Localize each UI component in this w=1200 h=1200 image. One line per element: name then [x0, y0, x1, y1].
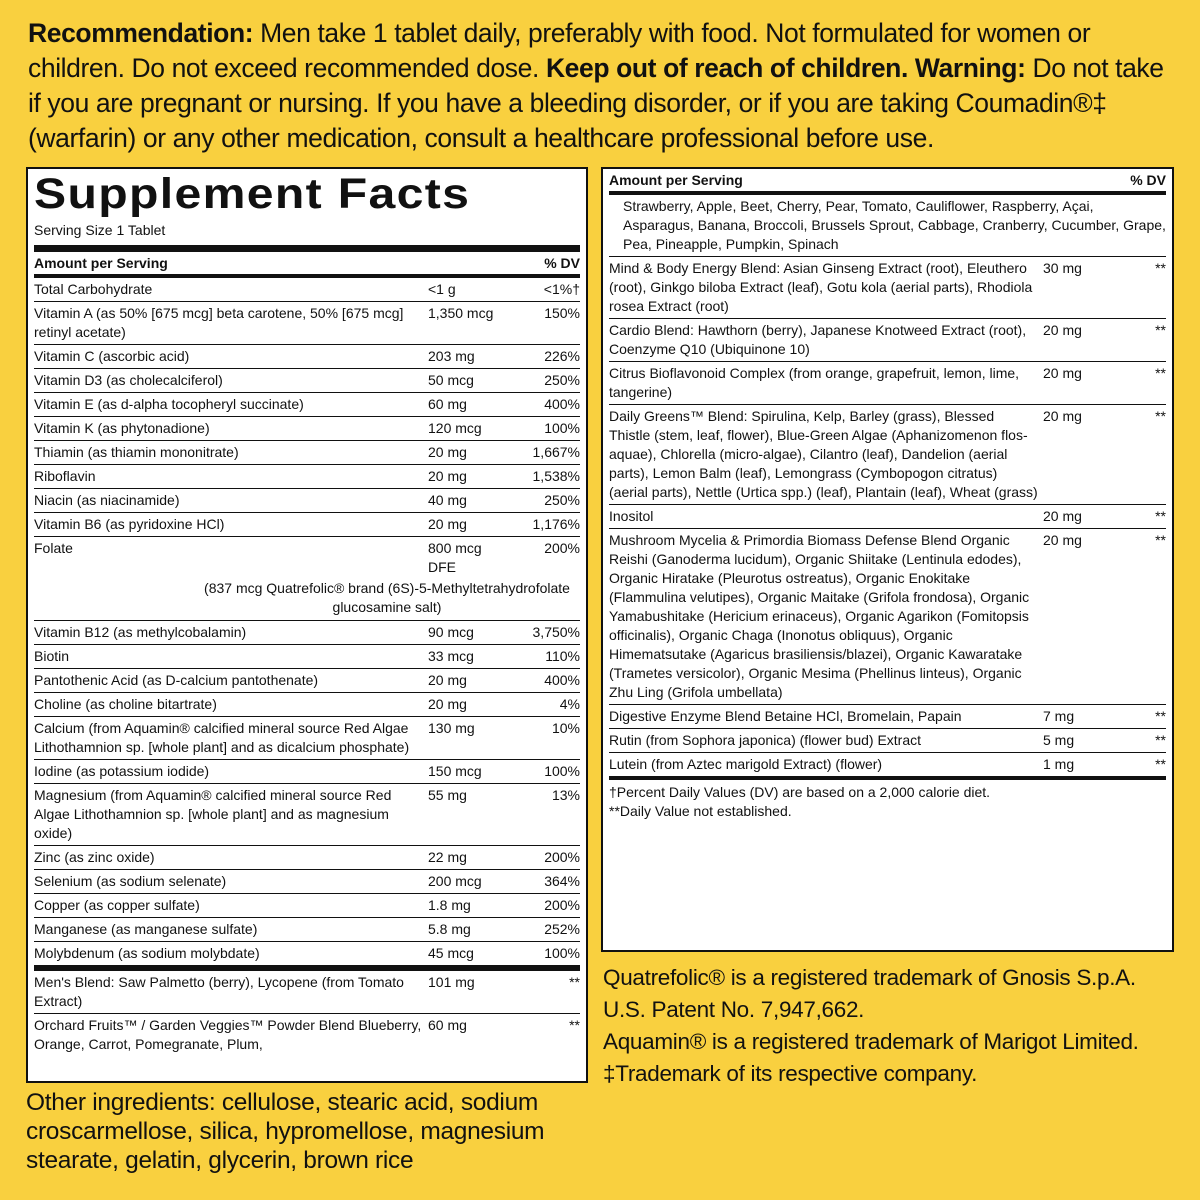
nutrient-name: Vitamin E (as d-alpha tocopheryl succinate) — [34, 396, 304, 412]
nutrient-name: Rutin (from Sophora japonica) (flower bud) Extract — [609, 732, 922, 748]
nutrient-dv: 200% — [544, 897, 580, 913]
nutrient-amount: 60 mg — [428, 396, 467, 412]
left-row — [34, 971, 580, 1014]
nutrient-name: Cardio Blend: Hawthorn (berry), Japanese Knotweed Extract (root), Coenzyme Q10 (Ubiquinone 10) — [609, 322, 1027, 357]
trademark-notes — [603, 962, 1183, 1090]
right-row — [609, 753, 1166, 776]
nutrient-name: Inositol — [609, 508, 654, 524]
nutrient-name: Biotin — [34, 648, 70, 664]
right-row — [609, 505, 1166, 529]
left-row-with-sub — [34, 537, 580, 621]
nutrient-amount: 1 mg — [1043, 756, 1075, 772]
serving-size: Serving Size 1 Tablet — [34, 217, 580, 252]
nutrient-amount: 20 mg — [1043, 508, 1082, 524]
left-row — [34, 918, 580, 942]
nutrient-amount: 60 mg — [428, 1017, 467, 1033]
nutrient-name: Vitamin A (as 50% [675 mcg] beta carotene, 50% [675 mcg] retinyl acetate) — [34, 305, 404, 340]
nutrient-dv: ** — [1155, 365, 1166, 381]
nutrient-dv: ** — [1155, 732, 1166, 748]
right-row — [609, 319, 1166, 362]
nutrient-dv: 13% — [551, 787, 580, 803]
nutrient-dv: 400% — [544, 672, 580, 688]
nutrient-amount: 1,350 mcg — [428, 305, 494, 321]
nutrient-amount: 22 mg — [428, 849, 467, 865]
footnotes — [609, 776, 1166, 824]
dv-footnote: †Percent Daily Values (DV) are based on a 2,000 calorie diet. — [609, 784, 991, 800]
nutrient-name: Men's Blend: Saw Palmetto (berry), Lycopene (from Tomato Extract) — [34, 974, 404, 1009]
left-row — [34, 669, 580, 693]
left-row — [34, 537, 580, 579]
left-row — [34, 621, 580, 645]
left-row — [34, 894, 580, 918]
nutrient-dv: 250% — [544, 492, 580, 508]
nutrient-dv: ** — [1155, 260, 1166, 276]
nutrient-name: Manganese (as manganese sulfate) — [34, 921, 258, 937]
nutrient-dv: ** — [1155, 532, 1166, 548]
nutrient-amount: 20 mg — [1043, 322, 1082, 338]
nutrient-name: Selenium (as sodium selenate) — [34, 873, 227, 889]
fruit-veggie-list: Strawberry, Apple, Beet, Cherry, Pear, Tomato, Cauliflower, Raspberry, Açai, Asparagus, Banana, Broccoli, Brussels Sprout, Cabbage, Cranberry, Cucumber, Grape, Pea, Pineapple, Pumpkin, Spinach — [623, 198, 1166, 252]
nutrient-dv: 400% — [544, 396, 580, 412]
nutrient-name: Pantothenic Acid (as D-calcium pantothenate) — [34, 672, 319, 688]
supplement-facts-right-panel — [601, 167, 1174, 952]
nutrient-name: Riboflavin — [34, 468, 96, 484]
nutrient-name: Folate — [34, 540, 73, 556]
coumadin-trademark: ‡Trademark of its respective company. — [603, 1061, 978, 1086]
nutrient-amount: 55 mg — [428, 787, 467, 803]
nutrient-amount: 800 mcg DFE — [428, 540, 482, 575]
nutrient-dv: 110% — [545, 648, 580, 664]
nutrient-dv: ** — [1155, 408, 1166, 424]
left-row — [34, 369, 580, 393]
nutrient-dv: 10% — [551, 720, 580, 736]
nutrient-amount: 101 mg — [428, 974, 475, 990]
nutrient-amount: 120 mcg — [428, 420, 482, 436]
warning-label: Keep out of reach of children. Warning: — [545, 53, 1026, 83]
nutrient-amount: 50 mcg — [428, 372, 474, 388]
nutrient-amount: 7 mg — [1043, 708, 1075, 724]
left-row — [34, 489, 580, 513]
left-row — [34, 441, 580, 465]
nutrient-amount: 150 mcg — [428, 763, 482, 779]
dv-header: % DV — [544, 255, 580, 271]
nutrient-amount: 20 mg — [428, 468, 467, 484]
nutrient-name: Calcium (from Aquamin® calcified mineral source Red Algae Lithothamnion sp. [whole plant] and as dicalcium phosphate) — [34, 720, 410, 755]
nutrient-name: Iodine (as potassium iodide) — [34, 763, 210, 779]
nutrient-name: Zinc (as zinc oxide) — [34, 849, 155, 865]
nutrient-dv: 100% — [544, 763, 580, 779]
left-row — [34, 417, 580, 441]
nutrient-amount: 30 mg — [1043, 260, 1082, 276]
nutrient-dv: 3,750% — [532, 624, 580, 640]
table-header-right — [609, 169, 1166, 195]
nutrient-name: Orchard Fruits™ / Garden Veggies™ Powder Blend Blueberry, Orange, Carrot, Pomegranate, Plum, — [34, 1017, 422, 1052]
nutrient-dv: 200% — [544, 849, 580, 865]
nutrient-dv: 364% — [544, 873, 580, 889]
nutrient-dv: ** — [1155, 708, 1166, 724]
recommendation-text — [28, 16, 1178, 156]
nutrient-dv: 100% — [544, 420, 580, 436]
left-row — [34, 465, 580, 489]
right-row — [609, 405, 1166, 505]
nutrient-dv: 1,176% — [532, 516, 580, 532]
nutrient-dv: 1,667% — [532, 444, 580, 460]
aquamin-trademark: Aquamin® is a registered trademark of Marigot Limited. — [603, 1029, 1139, 1054]
nutrient-amount: 20 mg — [1043, 532, 1082, 548]
nutrient-amount: 45 mcg — [428, 945, 474, 961]
nutrient-amount: 1.8 mg — [428, 897, 471, 913]
nutrient-amount: 20 mg — [1043, 365, 1082, 381]
nutrient-name: Vitamin B12 (as methylcobalamin) — [34, 624, 247, 640]
nutrient-amount: 203 mg — [428, 348, 475, 364]
nutrient-dv: <1%† — [543, 281, 580, 297]
nutrient-dv: ** — [569, 974, 580, 990]
nutrient-name: Citrus Bioflavonoid Complex (from orange, grapefruit, lemon, lime, tangerine) — [609, 365, 1020, 400]
nutrient-dv: 250% — [544, 372, 580, 388]
nutrient-name: Choline (as choline bitartrate) — [34, 696, 217, 712]
table-header — [34, 252, 580, 278]
nutrient-name: Vitamin K (as phytonadione) — [34, 420, 210, 436]
nutrient-name: Niacin (as niacinamide) — [34, 492, 180, 508]
nutrient-amount: 130 mg — [428, 720, 475, 736]
nutrient-dv: 100% — [544, 945, 580, 961]
nutrient-name: Thiamin (as thiamin mononitrate) — [34, 444, 239, 460]
nutrient-name: Digestive Enzyme Blend Betaine HCl, Bromelain, Papain — [609, 708, 962, 724]
dv-not-established-footnote: **Daily Value not established. — [609, 803, 792, 819]
nutrient-amount: 90 mcg — [428, 624, 474, 640]
right-row — [609, 729, 1166, 753]
left-row — [34, 513, 580, 537]
right-row — [609, 257, 1166, 319]
nutrient-amount: 40 mg — [428, 492, 467, 508]
nutrient-dv: 4% — [559, 696, 580, 712]
nutrient-dv: 226% — [544, 348, 580, 364]
nutrient-amount: 20 mg — [428, 696, 467, 712]
left-row — [34, 1014, 580, 1056]
right-row — [609, 529, 1166, 705]
left-row — [34, 693, 580, 717]
left-nutrient-list — [34, 278, 580, 1056]
nutrient-name: Vitamin C (ascorbic acid) — [34, 348, 190, 364]
left-row — [34, 393, 580, 417]
right-nutrient-list — [609, 257, 1166, 776]
amount-header-right: Amount per Serving — [609, 172, 743, 188]
nutrient-name: Daily Greens™ Blend: Spirulina, Kelp, Barley (grass), Blessed Thistle (stem, leaf, flower), Blue-Green Algae (Aphanizomenon flos-aquae), Chlorella (micro-algae), Cilantro (leaf), Dandelion (aerial parts), Lemon Balm (leaf), Lemongrass (Cymbopogon citratus) (aerial parts), Nettle (Urtica spp.) (leaf), Plantain (leaf), Wheat (grass) — [609, 408, 1038, 500]
left-row — [34, 645, 580, 669]
nutrient-amount: <1 g — [428, 281, 456, 297]
fruit-veggie-continuation — [609, 195, 1166, 257]
nutrient-name: Lutein (from Aztec marigold Extract) (flower) — [609, 756, 883, 772]
left-row — [34, 302, 580, 345]
other-ingredients: Other ingredients: cellulose, stearic acid, sodium croscarmellose, silica, hypromellose, magnesium stearate, gelatin, glycerin, brown rice — [26, 1089, 545, 1174]
left-row — [34, 345, 580, 369]
nutrient-amount: 5 mg — [1043, 732, 1075, 748]
left-row — [34, 717, 580, 760]
quatrefolic-trademark: Quatrefolic® is a registered trademark of Gnosis S.p.A. U.S. Patent No. 7,947,662. — [603, 965, 1136, 1022]
nutrient-dv: 200% — [544, 540, 580, 556]
nutrient-dv: ** — [1155, 756, 1166, 772]
nutrient-amount: 20 mg — [428, 672, 467, 688]
warning-body: Do not take if you are pregnant or nursing. If you have a bleeding disorder, or if you are taking Coumadin®‡ (warfarin) or any other medication, consult a healthcare professional before use. — [28, 53, 1164, 153]
left-row — [34, 846, 580, 870]
dv-header-right: % DV — [1130, 172, 1166, 188]
supplement-facts-title: Supplement Facts — [34, 170, 471, 218]
left-row — [34, 278, 580, 302]
nutrient-dv: 252% — [544, 921, 580, 937]
nutrient-name: Copper (as copper sulfate) — [34, 897, 200, 913]
amount-header: Amount per Serving — [34, 255, 168, 271]
nutrient-name: Vitamin B6 (as pyridoxine HCl) — [34, 516, 225, 532]
nutrient-amount: 5.8 mg — [428, 921, 471, 937]
nutrient-dv: 1,538% — [532, 468, 580, 484]
recommendation-body: Men take 1 tablet daily, preferably with food. Not formulated for women or children. Do not exceed recommended dose. — [28, 18, 1091, 83]
nutrient-amount: 20 mg — [1043, 408, 1082, 424]
nutrient-name: Total Carbohydrate — [34, 281, 153, 297]
right-row — [609, 362, 1166, 405]
nutrient-name: Mushroom Mycelia & Primordia Biomass Defense Blend Organic Reishi (Ganoderma lucidum), Organic Shiitake (Lentinula edodes), Organic Hiratake (Pleurotus ostreatus), Organic Enokitake (Flammulina velutipes), Organic Maitake (Grifola frondosa), Organic Yamabushitake (Hericium erinaceus), Organic Agarikon (Fomitopsis officinalis), Organic Chaga (Inonotus obliquus), Organic Himematsutake (Agaricus brasiliensis/blazei), Organic Kawaratake (Trametes versicolor), Organic Mesima (Phellinus linteus), Organic Zhu Ling (Grifola umbellata) — [609, 532, 1030, 700]
nutrient-amount: 20 mg — [428, 516, 467, 532]
nutrient-amount: 33 mcg — [428, 648, 474, 664]
nutrient-amount: 20 mg — [428, 444, 467, 460]
nutrient-subnote: (837 mcg Quatrefolic® brand (6S)-5-Methyltetrahydrofolate glucosamine salt) — [204, 580, 570, 615]
left-row — [34, 942, 580, 971]
nutrient-name: Vitamin D3 (as cholecalciferol) — [34, 372, 223, 388]
left-row — [34, 870, 580, 894]
nutrient-dv: 150% — [544, 305, 580, 321]
nutrient-name: Magnesium (from Aquamin® calcified mineral source Red Algae Lithothamnion sp. [whole plant] and as magnesium oxide) — [34, 787, 392, 841]
nutrient-dv: ** — [1155, 508, 1166, 524]
nutrient-dv: ** — [1155, 322, 1166, 338]
supplement-facts-left-panel — [26, 167, 588, 1083]
right-row — [609, 705, 1166, 729]
nutrient-amount: 200 mcg — [428, 873, 482, 889]
left-row — [34, 760, 580, 784]
nutrient-name: Mind & Body Energy Blend: Asian Ginseng Extract (root), Eleuthero (root), Ginkgo biloba Extract (leaf), Gotu kola (aerial parts), Rhodiola rosea Extract (root) — [609, 260, 1033, 314]
recommendation-label: Recommendation: — [28, 18, 254, 48]
nutrient-dv: ** — [569, 1017, 580, 1033]
left-row — [34, 784, 580, 846]
nutrient-name: Molybdenum (as sodium molybdate) — [34, 945, 260, 961]
